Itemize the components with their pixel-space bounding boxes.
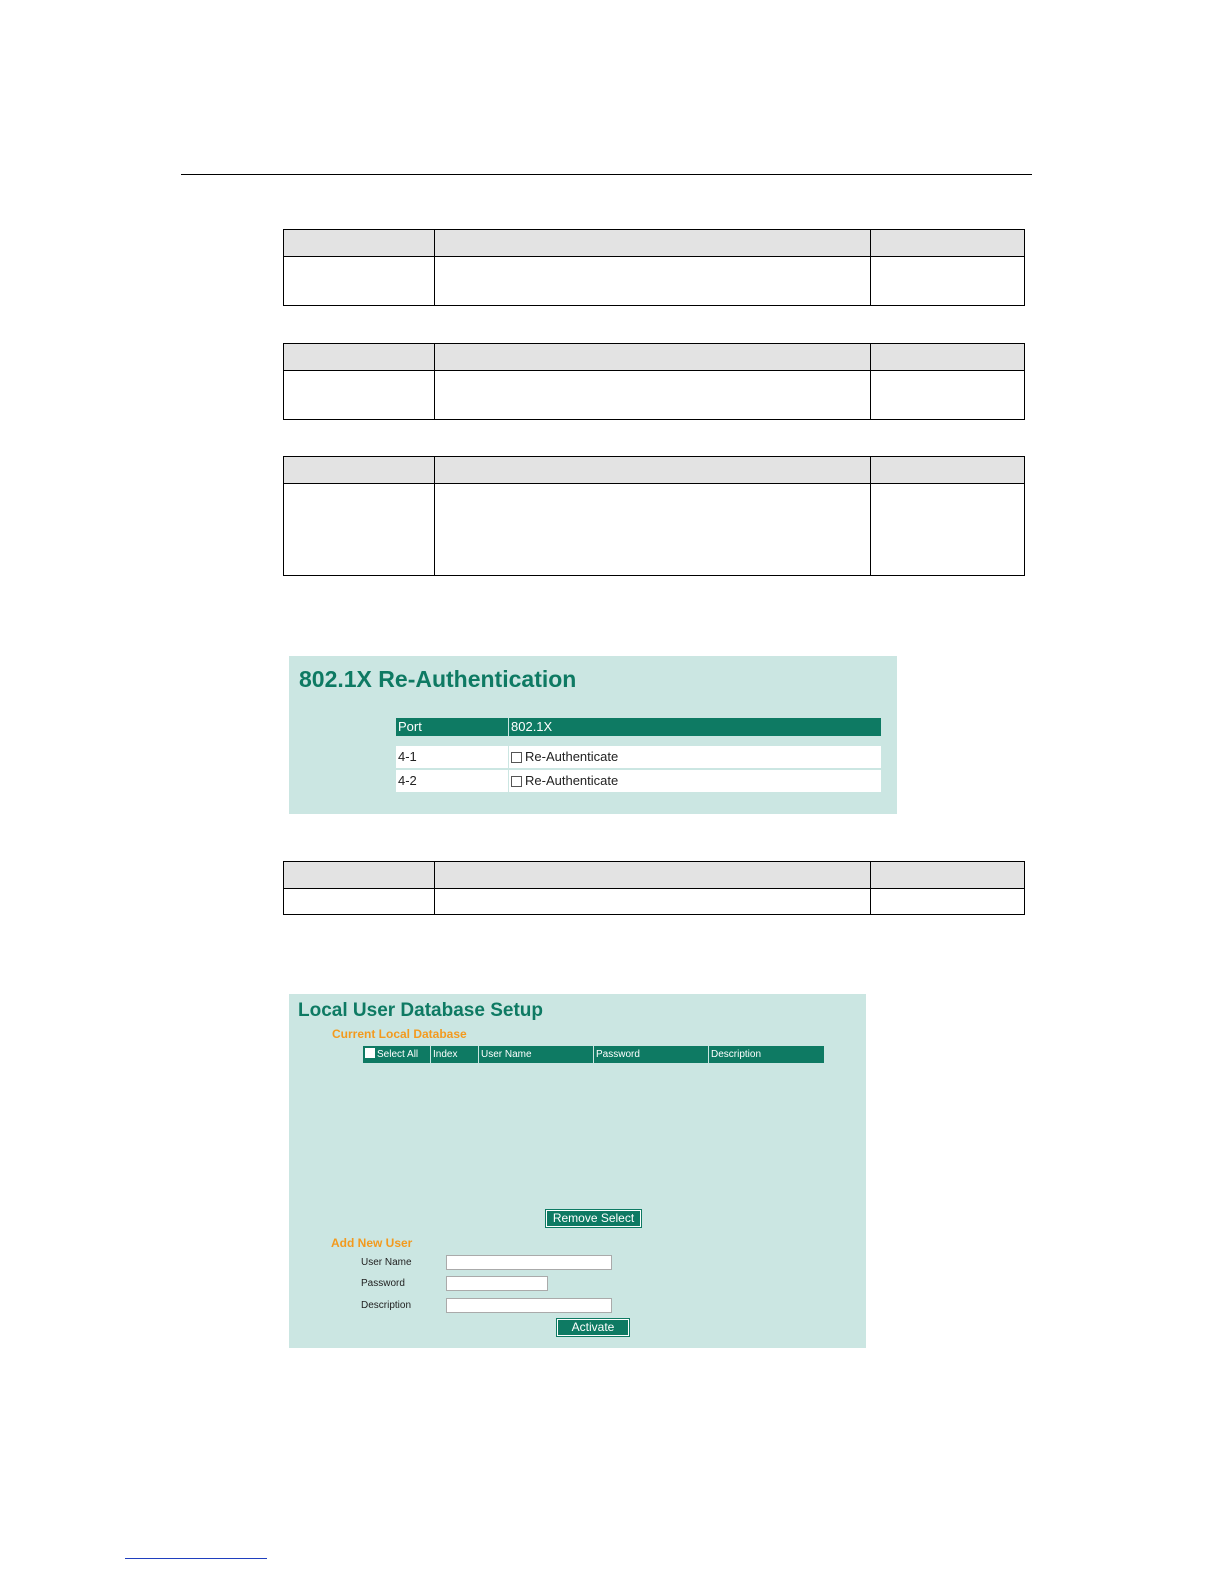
settings-table-2 (283, 343, 1025, 420)
table-header-cell (871, 457, 1025, 484)
table-cell (284, 889, 435, 915)
table-cell (871, 889, 1025, 915)
port-cell: 4-2 (396, 770, 508, 792)
password-column-header: Password (594, 1046, 708, 1063)
password-input[interactable] (446, 1276, 548, 1291)
table-cell (871, 371, 1025, 420)
remove-select-button[interactable]: Remove Select (546, 1210, 641, 1227)
table-header-cell (435, 862, 871, 889)
username-input[interactable] (446, 1255, 612, 1270)
reauth-checkbox[interactable] (511, 776, 522, 787)
table-header-cell (435, 344, 871, 371)
table-cell (284, 484, 435, 576)
select-all-checkbox[interactable] (365, 1048, 375, 1058)
reauth-panel (289, 656, 897, 814)
username-label: User Name (361, 1257, 412, 1268)
settings-table-4 (283, 861, 1025, 915)
local-db-panel (289, 994, 866, 1348)
port-column-header: Port (396, 718, 508, 736)
table-header-cell (871, 862, 1025, 889)
table-header-cell (871, 230, 1025, 257)
footer-link-underline (125, 1558, 267, 1559)
table-cell (435, 889, 871, 915)
password-label: Password (361, 1278, 405, 1289)
dot1x-column-header: 802.1X (509, 718, 881, 736)
table-header-cell (435, 457, 871, 484)
table-header-cell (871, 344, 1025, 371)
table-cell (284, 257, 435, 306)
table-header-cell (284, 344, 435, 371)
select-all-header (363, 1046, 430, 1063)
select-all-label: Select All (377, 1049, 419, 1060)
port-cell: 4-1 (396, 746, 508, 768)
table-cell (435, 484, 871, 576)
add-user-heading: Add New User (331, 1236, 413, 1250)
table-header-cell (284, 457, 435, 484)
username-column-header: User Name (479, 1046, 593, 1063)
table-cell (284, 371, 435, 420)
description-column-header: Description (709, 1046, 824, 1063)
table-cell (435, 257, 871, 306)
table-cell (871, 257, 1025, 306)
current-db-heading: Current Local Database (332, 1027, 467, 1041)
description-label: Description (361, 1300, 412, 1311)
reauth-row (509, 770, 881, 792)
table-header-cell (284, 862, 435, 889)
reauth-checkbox[interactable] (511, 752, 522, 763)
reauth-title: 802.1X Re-Authentication (299, 666, 577, 692)
table-cell (871, 484, 1025, 576)
table-cell (435, 371, 871, 420)
reauth-label: Re-Authenticate (525, 749, 619, 764)
table-header-cell (284, 230, 435, 257)
table-header-cell (435, 230, 871, 257)
index-column-header: Index (431, 1046, 478, 1063)
header-rule (181, 174, 1032, 175)
reauth-label: Re-Authenticate (525, 773, 619, 788)
settings-table-1 (283, 229, 1025, 306)
reauth-row (509, 746, 881, 768)
activate-button[interactable]: Activate (557, 1319, 629, 1336)
settings-table-3 (283, 456, 1025, 576)
description-input[interactable] (446, 1298, 612, 1313)
local-db-title: Local User Database Setup (298, 1000, 543, 1021)
